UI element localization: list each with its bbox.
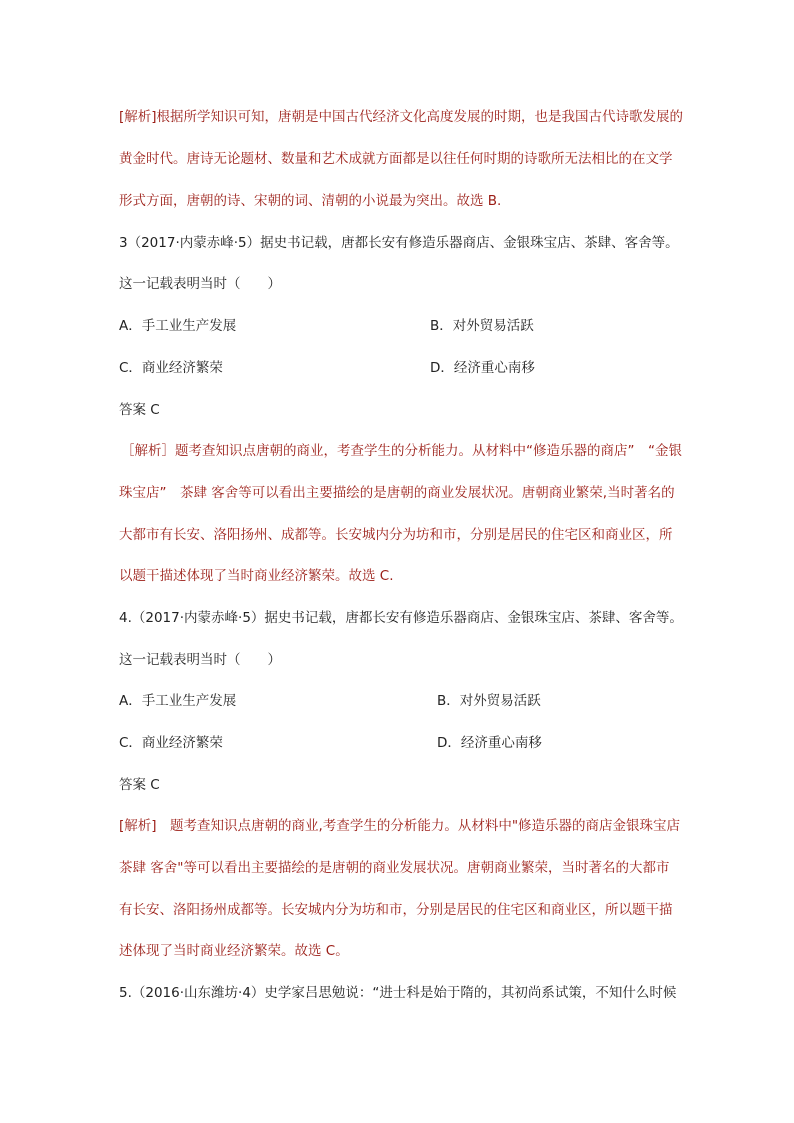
question-4-analysis: 茶肆 客舍"等可以看出主要描绘的是唐朝的商业发展状况。唐朝商业繁荣，当时著名的大都市 [119,860,670,876]
question-4-option-a: A．手工业生产发展 [119,693,237,709]
question-4-stem: 这一记载表明当时（ ） [119,652,281,668]
question-3-option-b: B．对外贸易活跃 [430,318,534,334]
question-3-answer: 答案 C [119,402,160,418]
question-3-analysis: 以题干描述体现了当时商业经济繁荣。故选 C. [119,568,394,584]
question-3-stem: 3（2017·内蒙赤峰·5）据史书记载，唐都长安有修造乐器商店、金银珠宝店、茶肆、客舍等。 [119,235,679,251]
question-5-stem: 5.（2016·山东潍坊·4）史学家吕思勉说：“进士科是始于隋的，其初尚系试策，不知什么时候 [119,985,677,1001]
question-4-stem: 4.（2017·内蒙赤峰·5）据史书记载，唐都长安有修造乐器商店、金银珠宝店、茶肆、客舍等。 [119,610,683,626]
question-4-option-d: D．经济重心南移 [437,735,542,751]
question-4-option-b: B．对外贸易活跃 [437,693,541,709]
analysis-line: 黄金时代。唐诗无论题材、数量和艺术成就方面都是以往任何时期的诗歌所无法相比的在文学 [119,151,673,167]
question-3-option-c: C．商业经济繁荣 [119,360,223,376]
analysis-line: [解析]根据所学知识可知，唐朝是中国古代经济文化高度发展的时期，也是我国古代诗歌发展的 [119,109,684,125]
question-3-stem: 这一记载表明当时（ ） [119,276,281,292]
question-3-analysis: ［解析］题考查知识点唐朝的商业，考查学生的分析能力。从材料中“修造乐器的商店” “金银 [121,443,682,459]
question-4-analysis: [解析] 题考查知识点唐朝的商业,考查学生的分析能力。从材料中"修造乐器的商店金银珠宝店 [119,818,681,834]
question-3-option-d: D．经济重心南移 [430,360,535,376]
question-4-option-c: C．商业经济繁荣 [119,735,223,751]
question-4-analysis: 述体现了当时商业经济繁荣。故选 C。 [119,943,349,959]
question-3-analysis: 珠宝店” 茶肆 客舍等可以看出主要描绘的是唐朝的商业发展状况。唐朝商业繁荣,当时著名的 [119,485,675,501]
question-4-answer: 答案 C [119,777,160,793]
question-3-analysis: 大都市有长安、洛阳扬州、成都等。长安城内分为坊和市，分别是居民的住宅区和商业区，所 [119,527,673,543]
analysis-line: 形式方面，唐朝的诗、宋朝的词、清朝的小说最为突出。故选 B. [119,193,502,209]
question-4-analysis: 有长安、洛阳扬州成都等。长安城内分为坊和市，分别是居民的住宅区和商业区，所以题干描 [119,902,673,918]
question-3-option-a: A．手工业生产发展 [119,318,237,334]
